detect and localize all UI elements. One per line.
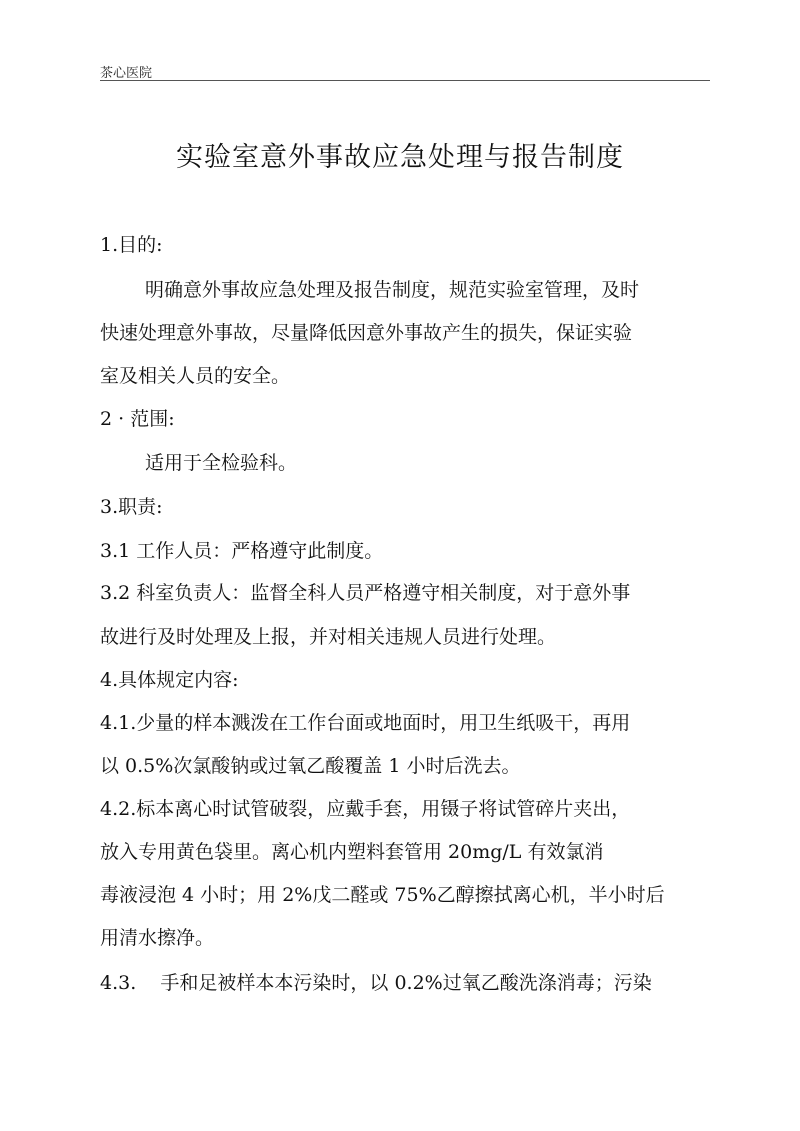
- header-hospital-name: 茶心医院: [100, 66, 153, 81]
- paragraph-line: 明确意外事故应急处理及报告制度，规范实验室管理，及时: [145, 279, 640, 301]
- paragraph-line: 4.2.标本离心时试管破裂，应戴手套，用镊子将试管碎片夹出，: [100, 798, 631, 820]
- header-divider: [100, 80, 710, 81]
- paragraph-line: 放入专用黄色袋里。离心机内塑料套管用 20mg/L 有效氯消: [100, 841, 604, 863]
- paragraph-line: 故进行及时处理及上报，并对相关违规人员进行处理。: [100, 626, 557, 648]
- section-3-heading: 3.职责:: [100, 496, 163, 518]
- paragraph-line: 用清水擦净。: [100, 927, 215, 949]
- paragraph-line: 以 0.5%次氯酸钠或过氧乙酸覆盖 1 小时后洗去。: [100, 755, 521, 777]
- section-1-heading: 1.目的:: [100, 234, 163, 256]
- paragraph-line: 快速处理意外事故，尽量降低因意外事故产生的损失，保证实验: [100, 322, 633, 344]
- paragraph-line: 3.2 科室负责人：监督全科人员严格遵守相关制度，对于意外事: [100, 582, 631, 604]
- document-title: 实验室意外事故应急处理与报告制度: [176, 142, 624, 173]
- paragraph-line: 4.3. 手和足被样本本污染时，以 0.2%过氧乙酸洗涤消毒；污染: [100, 972, 652, 994]
- paragraph-line: 室及相关人员的安全。: [100, 365, 291, 387]
- section-4-heading: 4.具体规定内容:: [100, 669, 239, 691]
- paragraph-line: 3.1 工作人员：严格遵守此制度。: [100, 540, 384, 562]
- paragraph-line: 4.1.少量的样本溅泼在工作台面或地面时，用卫生纸吸干，再用: [100, 712, 631, 734]
- paragraph-line: 适用于全检验科。: [145, 452, 298, 474]
- section-2-heading: 2 · 范围:: [100, 408, 175, 430]
- paragraph-line: 毒液浸泡 4 小时；用 2%戊二醛或 75%乙醇擦拭离心机，半小时后: [100, 884, 665, 906]
